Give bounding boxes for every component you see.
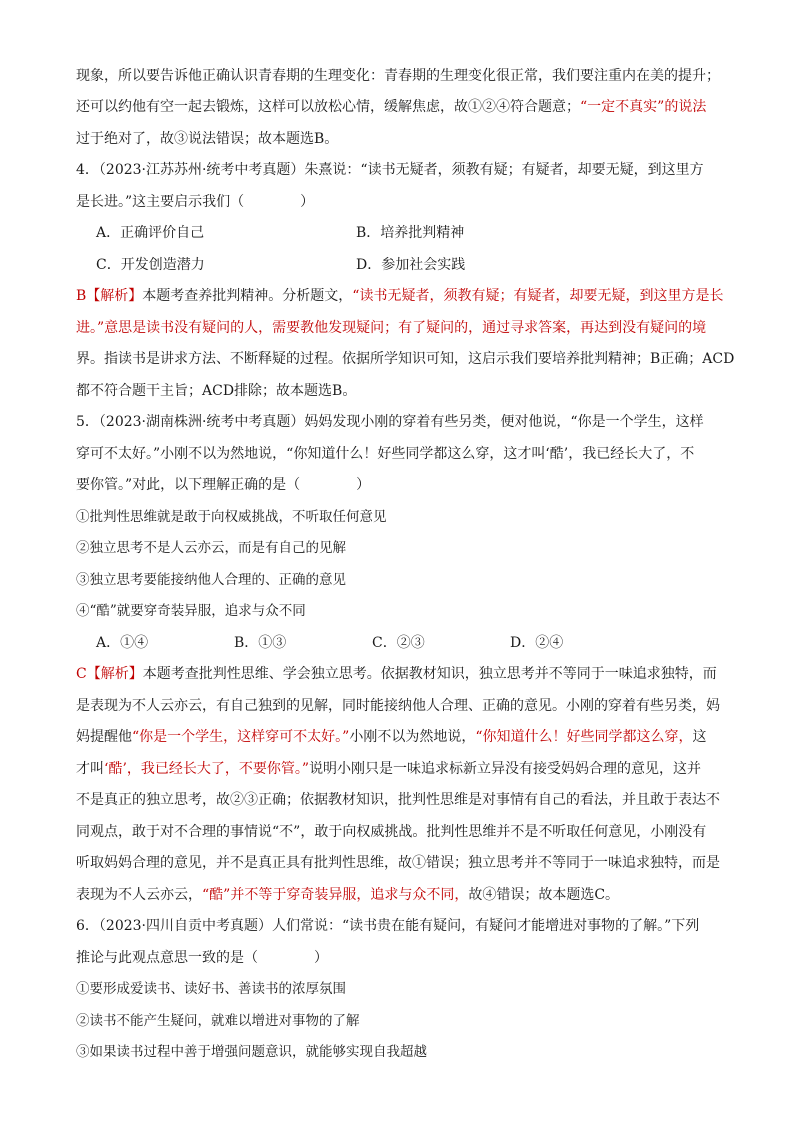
question-5 (76, 407, 722, 911)
analysis-text-segment: 妈提醒他 (76, 729, 132, 746)
statement: ②读书不能产生疑问，就难以增进对事物的了解 (76, 1012, 360, 1029)
highlighted-quote: “你是一个学生，这样穿可不太好。” (132, 729, 350, 746)
option-b[interactable]: B．①③ (234, 634, 287, 651)
analysis-text-segment: 说明小刚只是一味追求标新立异没有接受妈妈合理的意见，这并 (309, 760, 702, 777)
analysis-text-segment: 还可以约他有空一起去锻炼，这样可以放松心情，缓解焦虑，故①②④符合题意； (76, 99, 580, 116)
analysis-label: 【解析】 (86, 666, 143, 683)
option-a[interactable]: A．正确评价自己 (96, 225, 205, 242)
question-stem: 推论与此观点意思一致的是（ ） (76, 949, 328, 966)
analysis-line (76, 375, 722, 407)
analysis-line (76, 281, 722, 313)
statement: ④“酷”就要穿奇装异服，追求与众不同 (76, 603, 306, 620)
analysis-text-segment: 故④错误；故本题选C。 (468, 886, 620, 903)
analysis-line (76, 816, 722, 848)
highlighted-quote: “一定不真实”的说法 (580, 99, 707, 116)
analysis-text-segment: 表现为不人云亦云， (76, 886, 202, 903)
analysis-text-segment: 本题考查批判性思维、学会独立思考。依据教材知识，独立思考并不等同于一味追求独特，而 (142, 666, 717, 683)
analysis-text-segment: 是表现为不人云亦云，有自己独到的见解，同时能接纳他人合理、正确的意见。小刚的穿着有些另类，妈 (76, 697, 720, 714)
options-row (76, 627, 722, 659)
question-stem: 是长进。”这主要启示我们（ ） (76, 193, 315, 210)
analysis-label: 【解析】 (86, 288, 143, 305)
question-6 (76, 911, 722, 1069)
analysis-text (143, 664, 717, 684)
options-row (76, 218, 722, 250)
analysis-text-segment: 本题考查养批判精神。分析题文， (142, 288, 353, 305)
analysis-line (76, 659, 722, 691)
analysis-text-segment: 这 (692, 729, 707, 746)
question-stem: 4．（2023·江苏苏州·统考中考真题）朱熹说：“读书无疑者，须教有疑；有疑者，却要无疑，到这里方 (76, 162, 704, 179)
analysis-text (142, 286, 723, 306)
analysis-line (76, 123, 722, 155)
statement: ①批判性思维就是敢于向权威挑战，不听取任何意见 (76, 508, 387, 525)
question-stem: 要你管。”对此，以下理解正确的是（ ） (76, 477, 371, 494)
analysis-line (76, 753, 722, 785)
analysis-text-segment: 界。指读书是讲求方法、不断释疑的过程。依据所学知识可知，这启示我们要培养批判精神；B正确；ACD (76, 351, 735, 368)
question-4 (76, 155, 735, 407)
question-stem: 6．（2023·四川自贡中考真题）人们常说：“读书贵在能有疑问，有疑问才能增进对事物的了解。”下列 (76, 918, 700, 935)
analysis-line (76, 879, 722, 911)
analysis-line (76, 312, 722, 344)
analysis-text-segment: 过于绝对了，故③说法错误；故本题选B。 (76, 130, 339, 147)
analysis-line (76, 785, 722, 817)
statement: ③独立思考要能接纳他人合理的、正确的意见 (76, 571, 346, 588)
option-c[interactable]: C．②③ (372, 634, 425, 651)
analysis-text-segment: 才叫 (76, 760, 104, 777)
analysis-line (76, 92, 722, 124)
prev-question-analysis (76, 60, 722, 155)
analysis-line (76, 690, 722, 722)
option-c[interactable]: C．开发创造潜力 (96, 256, 205, 273)
highlighted-quote: ‘酷’，我已经长大了，不要你管。” (104, 760, 310, 777)
answer-letter: C (76, 666, 87, 683)
highlighted-quote: “你知道什么！好些同学都这么穿， (475, 729, 693, 746)
analysis-line (76, 848, 722, 880)
option-d[interactable]: D．参加社会实践 (356, 256, 466, 273)
answer-letter: B (76, 288, 87, 305)
analysis-text-segment: 都不符合题干主旨；ACD排除；故本题选B。 (76, 382, 357, 399)
option-d[interactable]: D．②④ (510, 634, 564, 651)
highlighted-quote: “读书无疑者，须教有疑；有疑者，却要无疑，到这里方是长 (352, 288, 724, 305)
analysis-text-segment: 不是真正的独立思考，故②③正确；依据教材知识，批判性思维是对事情有自己的看法，并且敢于表达不 (76, 792, 720, 809)
option-a[interactable]: A．①④ (96, 634, 149, 651)
analysis-text-segment: 听取妈妈合理的意见，并不是真正具有批判性思维，故①错误；独立思考并不等同于一味追求独特，而是 (76, 855, 720, 872)
analysis-text-segment: 现象，所以要告诉他正确认识青春期的生理变化：青春期的生理变化很正常，我们要注重内在美的提升； (76, 67, 720, 84)
analysis-text-segment: 小刚不以为然地说， (349, 729, 476, 746)
analysis-line (76, 722, 722, 754)
analysis-line (76, 344, 735, 376)
analysis-line (76, 60, 722, 92)
statement: ②独立思考不是人云亦云，而是有自己的见解 (76, 540, 346, 557)
question-stem: 5．（2023·湖南株洲·统考中考真题）妈妈发现小刚的穿着有些另类，便对他说，“你是一个学生，这样 (76, 414, 704, 431)
options-row (76, 249, 722, 281)
option-b[interactable]: B．培养批判精神 (356, 225, 465, 242)
highlighted-quote: “酷”并不等于穿奇装异服，追求与众不同， (202, 886, 469, 903)
question-stem: 穿可不太好。”小刚不以为然地说，“你知道什么！好些同学都这么穿，这才叫‘酷’，我已经长大了，不 (76, 445, 695, 462)
statement: ③如果读书过程中善于增强问题意识，就能够实现自我超越 (76, 1044, 427, 1061)
analysis-text-segment: 同观点，敢于对不合理的事情说“不”，敢于向权威挑战。批判性思维并不是不听取任何意见，小刚没有 (76, 823, 707, 840)
highlighted-quote: 进。”意思是读书没有疑问的人，需要教他发现疑问；有了疑问的，通过寻求答案，再达到没有疑问的境 (76, 319, 707, 336)
statement: ①要形成爱读书、读好书、善读书的浓厚氛围 (76, 981, 346, 998)
